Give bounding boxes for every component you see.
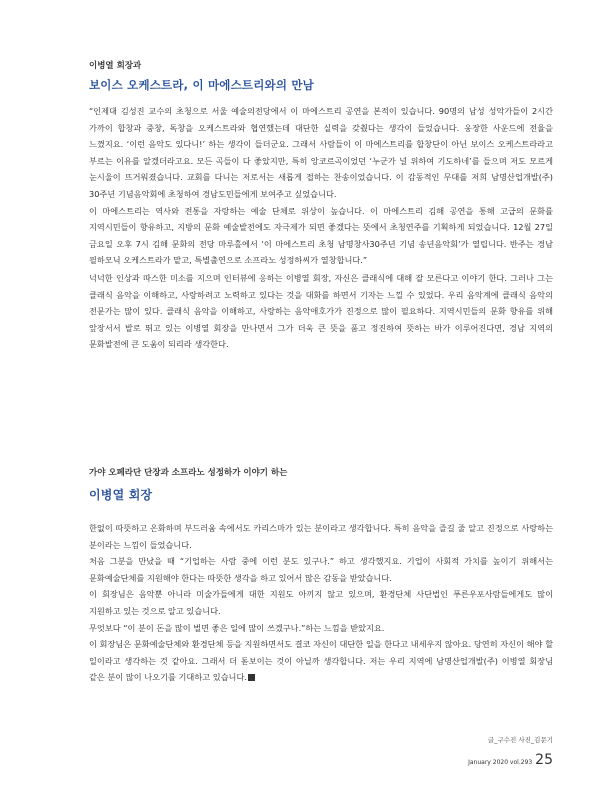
page-number: 25 — [535, 752, 553, 768]
article-page — [89, 0, 553, 794]
intro-paragraph: 넉넉한 인상과 따스한 미소를 지으며 인터뷰에 응하는 이병열 회장, 자신은 클래식에 대해 잘 모른다고 이야기 한다. 그러나 그는 클래식 음악을 이해하고, 사랑하려고 노력하고 있다는 것을 대화를 하면서 기자는 느낄 수 있었다. 우리 음악계에 클래식 음악의 전문가는 많이 있다. 클래식 음악을 이해하고, 사랑하는 음악애호가가 진정으로 많이 필요하다. 지역시민들의 문화 향유를 위해 앞장서서 발로 뛰고 있는 이병열 회장을 만나면서 그가 더욱 큰 뜻을 품고 정진하여 뜻하는 바가 이루어진다면, 경남 지역의 문화발전에 큰 도움이 되리라 생각한다. — [89, 273, 553, 350]
interview-body — [89, 520, 553, 686]
section2-title: 이병열 회장 — [89, 488, 153, 502]
interview-line-text: 이 회장님은 문화예술단체와 환경단체 등을 지원하면서도 결코 자신이 대단한 일을 한다고 내세우지 않아요. 당연히 자신이 해야 할 일이라고 생각하는 것 같아요. 그래서 더 돋보이는 것이 아닐까 생각합니다. 저는 우리 지역에 남명산업개발(주) 이병열 회장님 같은 분이 많이 나오기를 기대하고 있습니다. — [89, 639, 553, 683]
interview-line: 무엇보다 “이 분이 돈을 많이 벌면 좋은 일에 많이 쓰겠구나.”하는 느낌을 받았지요. — [89, 622, 385, 633]
interview-line: 처음 그분을 만났을 때 “기업하는 사람 중에 이런 분도 있구나.” 하고 생각했지요. 기업이 사회적 가치를 높이기 위해서는 문화예술단체를 지원해야 한다는 따뜻한 생각을 하고 있어서 많은 감동을 받았습니다. — [89, 556, 553, 583]
section2-kicker: 가야 오페라단 단장과 소프라노 성정하가 이야기 하는 — [89, 468, 288, 478]
quote-paragraph: “인제대 김성진 교수의 초청으로 서울 예술의전당에서 이 마에스트리 공연을 본적이 있습니다. 90명의 남성 성악가들이 2시간 가까이 합창과 중창, 독창을 오케스트라와 협연했는데 대단한 실력을 갖췄다는 생각이 들었습니다. 웅장한 사운드에 전율을 느꼈지요. ‘이런 음악도 있다니!’ 하는 생각이 들더군요. 그래서 사람들이 이 마에스트리를 합창단이 아닌 보이스 오케스트라라고 부르는 이유를 알겠더라고요. 모든 곡들이 다 좋았지만, 특히 앙코르곡이었던 ‘누군가 널 위하여 기도하네’를 들으며 저도 모르게 눈시울이 뜨거워졌습니다. 교회를 다니는 저로서는 새롭게 접하는 찬송이었습니다. 이 감동적인 무대를 저희 남명산업개발(주) 30주년 기념음악회에 초청하여 경남도민들에게 보여주고 싶었습니다. 이 마에스트리는 역사와 전통을 자랑하는 예술 단체로 위상이 높습니다. 이 마에스트리 김해 공연을 통해 고급의 문화를 지역시민들이 향유하고, 지방의 문화 예술발전에도 자극제가 되면 좋겠다는 뜻에서 초청연주를 기획하게 되었습니다. 12월 27일 금요일 오후 7시 김해 문화의 전당 마루홀에서 ‘이 마에스트리 초청 남명창사30주년 기념 송년음악회’가 열립니다. 반주는 경남 필하모닉 오케스트라가 맡고, 특별출연으로 소프라노 성정하씨가 열창합니다.” — [89, 106, 553, 266]
interview-line: 이 회장님은 음악뿐 아니라 미술가들에게 대한 지원도 아끼지 않고 있으며, 환경단체 사단법인 푸른우포사람들에게도 많이 지원하고 있는 것으로 알고 있습니다. — [89, 589, 553, 616]
section1-kicker: 이병열 회장과 — [89, 61, 142, 71]
page-folio — [468, 752, 553, 768]
section1-title: 보이스 오케스트라, 이 마에스트리와의 만남 — [89, 78, 314, 92]
interview-line-last — [89, 636, 553, 686]
end-mark-icon — [248, 674, 255, 681]
interview-line: 한없이 따뜻하고 온화하며 부드러움 속에서도 카리스마가 있는 분이라고 생각합니다. 특히 음악을 즐길 줄 알고 진정으로 사랑하는 분이라는 느낌이 들었습니다. — [89, 523, 553, 550]
photo-credit: 글_구수진 사진_김문기 — [487, 736, 553, 744]
issue-label: January 2020 vol.293 — [468, 759, 533, 766]
